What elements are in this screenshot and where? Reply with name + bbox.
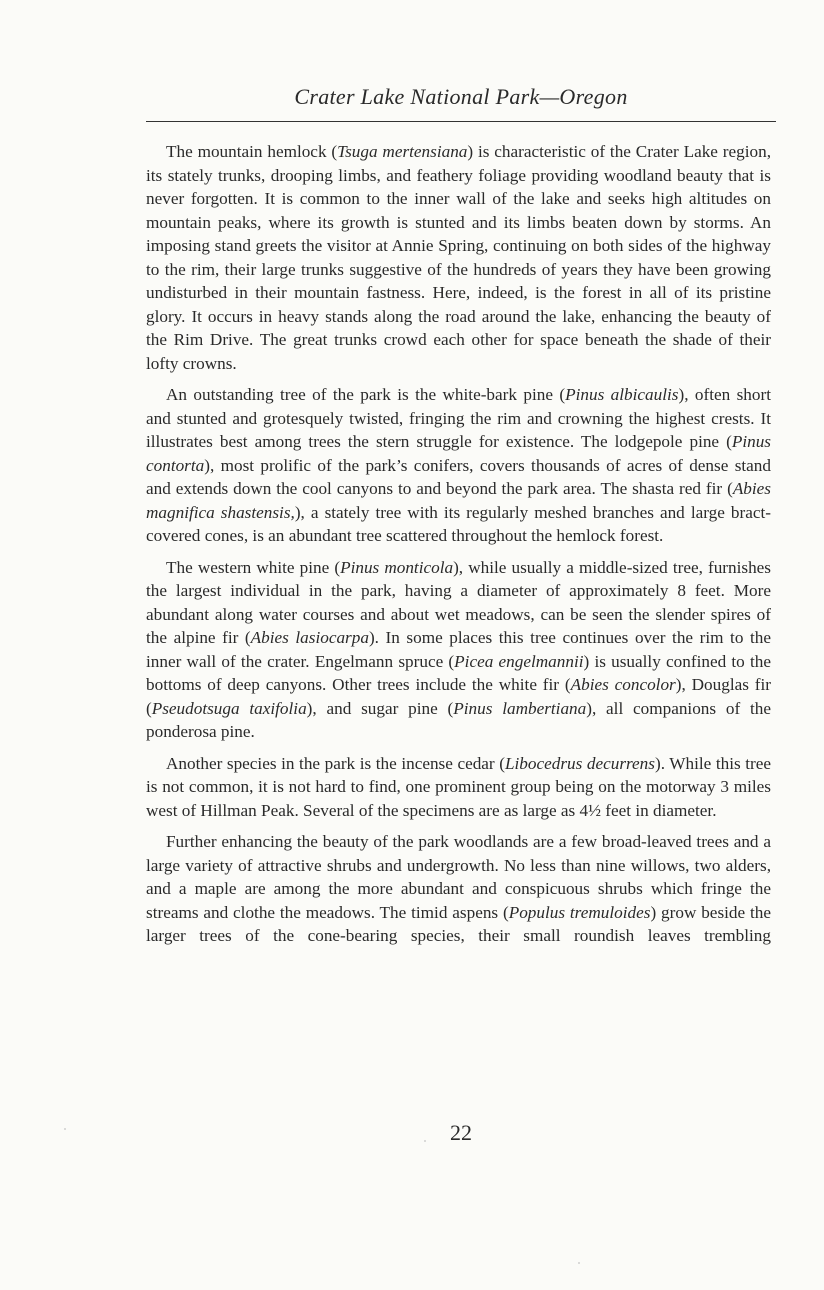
paragraph-3 xyxy=(146,556,771,744)
paragraph-5 xyxy=(146,830,771,948)
paragraph-2 xyxy=(146,383,771,548)
species-name: Pinus lambertiana xyxy=(453,698,587,718)
text-run: ), most prolific of the park’s conifers, covers thousands of acres of dense stand and extends down the cool canyons to and beyond the park area. The shasta red fir ( xyxy=(146,455,771,498)
text-run: ) is characteristic of the Crater Lake region, its stately trunks, drooping limbs, and feathery foliage providing woodland beauty that is never forgotten. It is common to the inner wall of the lake and seeks high altitudes on mountain peaks, where its growth is stunted and its limbs beaten down by storms. An imposing stand greets the visitor at Annie Spring, continuing on both sides of the highway to the rim, their large trunks suggestive of the hundreds of years they have been growing undisturbed in their mountain fastness. Here, indeed, is the forest in all of its pristine glory. It occurs in heavy stands along the road around the lake, enhancing the beauty of the Rim Drive. The great trunks crowd each other for space beneath the shade of their lofty crowns. xyxy=(146,142,771,373)
text-run: The mountain hemlock ( xyxy=(166,142,338,161)
species-name: Abies lasiocarpa xyxy=(250,628,369,647)
text-run: ), all companions of the ponderosa pine. xyxy=(146,698,771,741)
text-run: The western white pine ( xyxy=(166,557,341,577)
species-name: Pinus monticola xyxy=(340,557,454,577)
text-run: ), and sugar pine ( xyxy=(306,698,454,718)
scan-speck xyxy=(424,1140,426,1142)
text-run: ). In some places this tree continues over the rim to the inner wall of the crater. Engelmann spruce ( xyxy=(146,628,771,671)
text-run: ), a stately tree with its regularly meshed branches and large bract-covered cones, is an abundant tree scattered throughout the hemlock forest. xyxy=(146,502,771,545)
species-name: Pinus albicaulis xyxy=(565,385,679,404)
text-run: Another species in the park is the incense cedar ( xyxy=(166,753,505,773)
species-name: Populus tremuloides xyxy=(508,902,651,922)
text-run: ) is usually confined to the bottoms of deep canyons. Other trees include the white fir ( xyxy=(146,651,771,694)
scan-speck xyxy=(578,1262,580,1264)
species-name: Picea engelmannii xyxy=(454,651,584,671)
text-run: ). While this tree is not common, it is not hard to find, one prominent group being on the motorway 3 miles west of Hillman Peak. Several of the specimens are as large as 4½ feet in diameter. xyxy=(146,753,771,820)
page-number: 22 xyxy=(450,1120,472,1145)
species-name: Pseudotsuga taxifolia xyxy=(151,698,307,718)
text-run: ) grow beside the larger trees of the cone-bearing species, their small roundish leaves trembling xyxy=(146,902,771,945)
running-head: Crater Lake National Park—Oregon xyxy=(294,84,628,109)
scan-speck xyxy=(64,1128,66,1130)
text-run: Further enhancing the beauty of the park woodlands are a few broad-leaved trees and a large variety of attractive shrubs and undergrowth. No less than nine willows, two alders, and a maple are among the more abundant and conspicuous shrubs which fringe the streams and clothe the meadows. The timid aspens ( xyxy=(146,832,771,922)
text-run: ), while usually a middle-sized tree, furnishes the largest individual in the park, having a diameter of approximately 8 feet. More abundant along water courses and about wet meadows, can be seen the slender spires of the alpine fir ( xyxy=(146,557,771,647)
text-run: ), Douglas fir ( xyxy=(146,675,771,718)
header-rule xyxy=(146,121,776,122)
species-name: Libocedrus decurrens xyxy=(504,753,655,773)
paragraph-4 xyxy=(146,752,771,823)
text-run: An outstanding tree of the park is the white-bark pine ( xyxy=(166,385,566,404)
paragraph-1 xyxy=(146,140,771,375)
text-run: ), often short and stunted and grotesquely twisted, fringing the rim and crowning the highest crests. It illustrates best among trees the stern struggle for existence. The lodgepole pine ( xyxy=(146,385,771,451)
species-name: Abies magnifica shastensis, xyxy=(146,479,771,522)
species-name: Pinus contorta xyxy=(146,432,771,475)
species-name: Abies concolor xyxy=(570,675,676,694)
species-name: Tsuga mertensiana xyxy=(337,142,468,161)
body-text xyxy=(146,140,771,948)
